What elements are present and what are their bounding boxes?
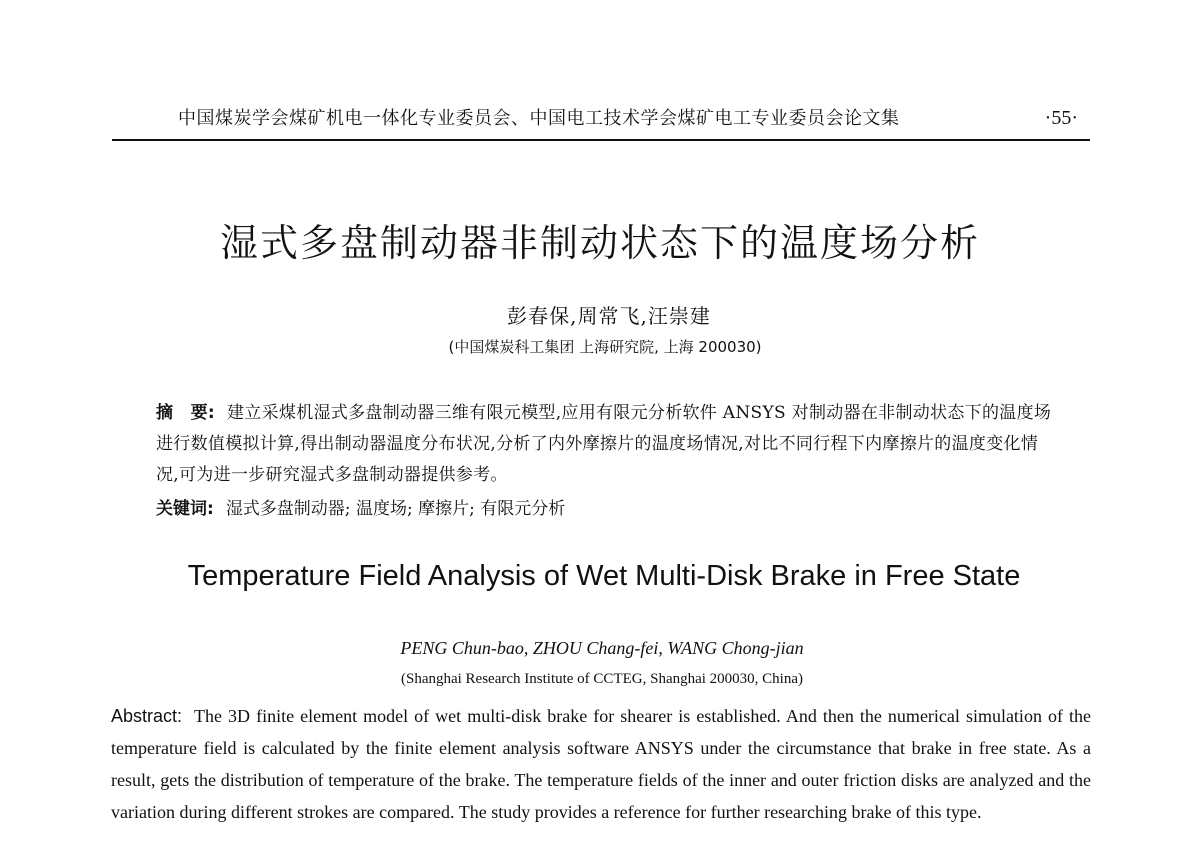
header-rule	[112, 139, 1090, 141]
affiliation-chinese: (中国煤炭科工集团 上海研究院, 上海 200030)	[448, 338, 762, 356]
authors-english: PENG Chun-bao, ZHOU Chang-fei, WANG Chong-jian	[400, 638, 804, 658]
abstract-english	[111, 700, 1091, 828]
abstract-english-label: Abstract:	[111, 706, 183, 726]
abstract-chinese-text: 建立采煤机湿式多盘制动器三维有限元模型,应用有限元分析软件 ANSYS 对制动器在非制动状态下的温度场进行数值模拟计算,得出制动器温度分布状况,分析了内外摩擦片的温度场情况,对比不同行程下内摩擦片的温度变化情况,可为进一步研究湿式多盘制动器提供参考。	[156, 403, 1052, 485]
affiliation-english: (Shanghai Research Institute of CCTEG, Shanghai 200030, China)	[400, 671, 803, 687]
page-number: ·55·	[1044, 107, 1078, 129]
title-chinese: 湿式多盘制动器非制动状态下的温度场分析	[219, 221, 980, 265]
keywords-chinese-label: 关键词:	[156, 499, 214, 519]
keywords-chinese	[156, 495, 1052, 523]
title-english: Temperature Field Analysis of Wet Multi-Disk Brake in Free State	[187, 560, 1021, 592]
running-title: 中国煤炭学会煤矿机电一体化专业委员会、中国电工技术学会煤矿电工专业委员会论文集	[178, 108, 900, 129]
abstract-chinese-label: 摘 要:	[156, 403, 215, 423]
keywords-chinese-text: 湿式多盘制动器; 温度场; 摩擦片; 有限元分析	[225, 499, 566, 519]
running-header	[112, 100, 1090, 130]
abstract-chinese	[156, 398, 1052, 491]
authors-chinese: 彭春保,周常飞,汪崇建	[507, 304, 711, 328]
abstract-english-text: The 3D finite element model of wet multi-disk brake for shearer is established. And then the numerical simulation of the temperature field is calculated by the finite element analysis software ANSYS under the circumstance that brake in free state. As a result, gets the distribution of temperature of the brake. The temperature fields of the inner and outer friction disks are analyzed and the variation during different strokes are compared. The study provides a reference for further researching brake of this type.	[111, 706, 1091, 822]
